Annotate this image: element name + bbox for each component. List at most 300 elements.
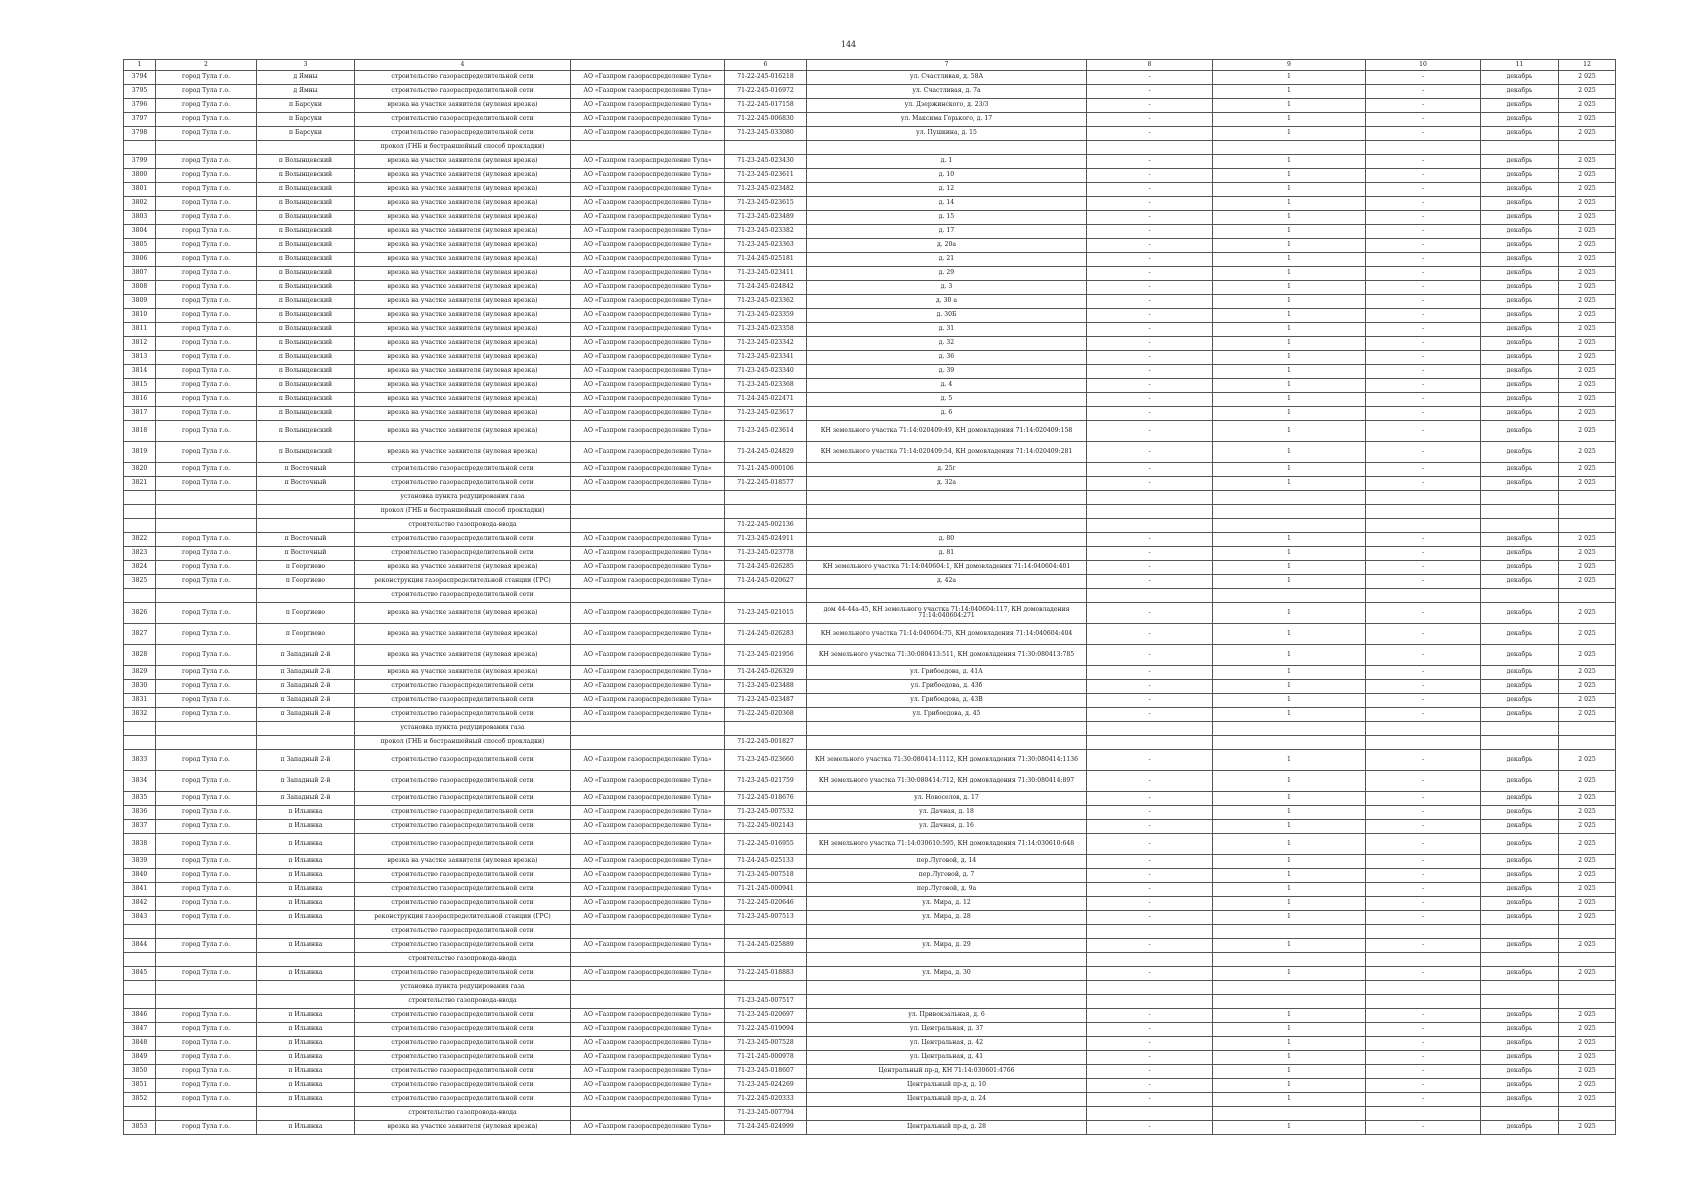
city-cell: город Тула г.о. — [156, 575, 257, 589]
registry-code-cell: 71-22-245-002143 — [725, 820, 807, 834]
empty-cell — [1481, 736, 1559, 750]
sub-work-row — [124, 589, 1616, 603]
empty-cell — [1087, 953, 1213, 967]
empty-cell — [156, 505, 257, 519]
month-cell: декабрь — [1481, 603, 1559, 624]
month-cell: декабрь — [1481, 337, 1559, 351]
column-10-cell: - — [1366, 1121, 1481, 1135]
city-cell: город Тула г.о. — [156, 855, 257, 869]
organization-cell: АО «Газпром газораспределение Тула» — [571, 1065, 725, 1079]
row-number: 3844 — [124, 939, 156, 953]
locality-cell: п Западный 2-й — [257, 708, 355, 722]
column-8-cell: - — [1087, 379, 1213, 393]
work-type-cell: строительство газораспределительной сети — [355, 806, 571, 820]
month-cell: декабрь — [1481, 575, 1559, 589]
empty-cell — [1087, 981, 1213, 995]
column-9-cell: 1 — [1213, 463, 1366, 477]
locality-cell: п Западный 2-й — [257, 771, 355, 792]
month-cell: декабрь — [1481, 771, 1559, 792]
empty-cell — [1366, 953, 1481, 967]
address-cell: КН земельного участка 71:30:080414:712, КН домовладения 71:30:080414:897 — [807, 771, 1087, 792]
organization-cell: АО «Газпром газораспределение Тула» — [571, 1093, 725, 1107]
registry-code-cell: 71-22-245-018577 — [725, 477, 807, 491]
month-cell: декабрь — [1481, 869, 1559, 883]
locality-cell: д Ямны — [257, 71, 355, 85]
organization-cell: АО «Газпром газораспределение Тула» — [571, 694, 725, 708]
year-cell: 2 025 — [1559, 337, 1616, 351]
year-cell: 2 025 — [1559, 225, 1616, 239]
year-cell: 2 025 — [1559, 1023, 1616, 1037]
locality-cell: п Барсуки — [257, 113, 355, 127]
year-cell: 2 025 — [1559, 1079, 1616, 1093]
column-8-cell: - — [1087, 85, 1213, 99]
work-type-cell: строительство газораспределительной сети — [355, 939, 571, 953]
row-number: 3816 — [124, 393, 156, 407]
organization-cell: АО «Газпром газораспределение Тула» — [571, 253, 725, 267]
empty-cell — [1559, 722, 1616, 736]
organization-cell: АО «Газпром газораспределение Тула» — [571, 1051, 725, 1065]
locality-cell: п Восточный — [257, 477, 355, 491]
month-cell: декабрь — [1481, 71, 1559, 85]
month-cell: декабрь — [1481, 421, 1559, 442]
registry-code-cell — [725, 491, 807, 505]
locality-cell: п Западный 2-й — [257, 694, 355, 708]
registry-code-cell: 71-24-245-026283 — [725, 624, 807, 645]
table-row — [124, 624, 1616, 645]
empty-cell — [1366, 981, 1481, 995]
empty-cell — [1087, 141, 1213, 155]
organization-cell: АО «Газпром газораспределение Тула» — [571, 365, 725, 379]
column-9-cell: 1 — [1213, 351, 1366, 365]
empty-cell — [1366, 736, 1481, 750]
row-number: 3799 — [124, 155, 156, 169]
address-cell: ул. Счастливая, д. 58А — [807, 71, 1087, 85]
locality-cell: п Ильинка — [257, 1079, 355, 1093]
table-row — [124, 85, 1616, 99]
empty-cell — [1481, 589, 1559, 603]
empty-cell — [571, 505, 725, 519]
column-10-cell: - — [1366, 71, 1481, 85]
table-row — [124, 351, 1616, 365]
work-type-cell: строительство газораспределительной сети — [355, 750, 571, 771]
row-number: 3805 — [124, 239, 156, 253]
registry-code-cell: 71-23-245-023359 — [725, 309, 807, 323]
month-cell: декабрь — [1481, 624, 1559, 645]
table-row — [124, 113, 1616, 127]
column-9-cell: 1 — [1213, 225, 1366, 239]
city-cell: город Тула г.о. — [156, 477, 257, 491]
city-cell: город Тула г.о. — [156, 421, 257, 442]
registry-code-cell: 71-24-245-025133 — [725, 855, 807, 869]
month-cell: декабрь — [1481, 225, 1559, 239]
city-cell: город Тула г.о. — [156, 169, 257, 183]
empty-cell — [1366, 1107, 1481, 1121]
address-cell: ул. Мира, д. 12 — [807, 897, 1087, 911]
column-9-cell: 1 — [1213, 1093, 1366, 1107]
year-cell: 2 025 — [1559, 253, 1616, 267]
organization-cell: АО «Газпром газораспределение Тула» — [571, 806, 725, 820]
column-9-cell: 1 — [1213, 71, 1366, 85]
city-cell: город Тула г.о. — [156, 680, 257, 694]
column-9-cell: 1 — [1213, 666, 1366, 680]
year-cell: 2 025 — [1559, 533, 1616, 547]
registry-code-cell: 71-23-245-007532 — [725, 806, 807, 820]
column-8-cell: - — [1087, 337, 1213, 351]
locality-cell: п Ильинка — [257, 897, 355, 911]
work-type-cell: строительство газораспределительной сети — [355, 547, 571, 561]
year-cell: 2 025 — [1559, 407, 1616, 421]
column-9-cell: 1 — [1213, 533, 1366, 547]
organization-cell: АО «Газпром газораспределение Тула» — [571, 680, 725, 694]
empty-cell — [1481, 491, 1559, 505]
column-10-cell: - — [1366, 806, 1481, 820]
column-9-cell: 1 — [1213, 1051, 1366, 1065]
empty-cell — [257, 981, 355, 995]
empty-cell — [571, 491, 725, 505]
work-type-cell: строительство газораспределительной сети — [355, 1065, 571, 1079]
row-number: 3834 — [124, 771, 156, 792]
registry-code-cell: 71-23-245-023368 — [725, 379, 807, 393]
registry-code-cell: 71-23-245-023482 — [725, 183, 807, 197]
month-cell: декабрь — [1481, 351, 1559, 365]
address-cell: КН земельного участка 71:14:020409:54, КН домовладения 71:14:020409:281 — [807, 442, 1087, 463]
empty-cell — [257, 1107, 355, 1121]
registry-code-cell: 71-21-245-000978 — [725, 1051, 807, 1065]
work-type-cell: врезка на участке заявителя (нулевая врезка) — [355, 624, 571, 645]
year-cell: 2 025 — [1559, 603, 1616, 624]
work-type-cell: врезка на участке заявителя (нулевая врезка) — [355, 666, 571, 680]
locality-cell: п Волынцевский — [257, 267, 355, 281]
city-cell: город Тула г.о. — [156, 407, 257, 421]
work-type-cell: строительство газораспределительной сети — [355, 1051, 571, 1065]
sub-work-row — [124, 981, 1616, 995]
locality-cell: п Волынцевский — [257, 295, 355, 309]
column-10-cell: - — [1366, 113, 1481, 127]
empty-cell — [1087, 995, 1213, 1009]
work-type-cell: установка пункта редуцирования газа — [355, 722, 571, 736]
column-10-cell: - — [1366, 855, 1481, 869]
work-type-cell: строительство газораспределительной сети — [355, 1023, 571, 1037]
registry-code-cell: 71-24-245-024829 — [725, 442, 807, 463]
month-cell: декабрь — [1481, 666, 1559, 680]
locality-cell: п Барсуки — [257, 99, 355, 113]
column-9-cell: 1 — [1213, 897, 1366, 911]
empty-cell — [257, 589, 355, 603]
registry-code-cell: 71-23-245-023382 — [725, 225, 807, 239]
locality-cell: п Волынцевский — [257, 442, 355, 463]
registry-code-cell: 71-22-245-006830 — [725, 113, 807, 127]
work-type-cell: строительство газопровода-ввода — [355, 953, 571, 967]
table-row — [124, 295, 1616, 309]
sub-work-row — [124, 141, 1616, 155]
city-cell: город Тула г.о. — [156, 1051, 257, 1065]
column-10-cell: - — [1366, 1009, 1481, 1023]
city-cell: город Тула г.о. — [156, 365, 257, 379]
empty-cell — [257, 519, 355, 533]
city-cell: город Тула г.о. — [156, 869, 257, 883]
column-9-cell: 1 — [1213, 393, 1366, 407]
locality-cell: п Западный 2-й — [257, 680, 355, 694]
work-type-cell: строительство газораспределительной сети — [355, 463, 571, 477]
locality-cell: д Ямны — [257, 85, 355, 99]
city-cell: город Тула г.о. — [156, 939, 257, 953]
empty-cell — [1481, 519, 1559, 533]
year-cell: 2 025 — [1559, 85, 1616, 99]
column-8-cell: - — [1087, 603, 1213, 624]
column-8-cell: - — [1087, 155, 1213, 169]
locality-cell: п Восточный — [257, 547, 355, 561]
row-number: 3807 — [124, 267, 156, 281]
locality-cell: п Западный 2-й — [257, 792, 355, 806]
column-10-cell: - — [1366, 820, 1481, 834]
year-cell: 2 025 — [1559, 855, 1616, 869]
organization-cell: АО «Газпром газораспределение Тула» — [571, 113, 725, 127]
empty-cell — [1559, 925, 1616, 939]
year-cell: 2 025 — [1559, 379, 1616, 393]
empty-cell — [1366, 589, 1481, 603]
column-9-cell: 1 — [1213, 113, 1366, 127]
column-8-cell: - — [1087, 561, 1213, 575]
column-10-cell: - — [1366, 624, 1481, 645]
column-8-cell: - — [1087, 680, 1213, 694]
month-cell: декабрь — [1481, 911, 1559, 925]
organization-cell: АО «Газпром газораспределение Тула» — [571, 281, 725, 295]
empty-cell — [571, 981, 725, 995]
locality-cell: п Ильинка — [257, 869, 355, 883]
empty-cell — [1559, 995, 1616, 1009]
organization-cell: АО «Газпром газораспределение Тула» — [571, 127, 725, 141]
city-cell: город Тула г.о. — [156, 463, 257, 477]
registry-code-cell: 71-22-245-016955 — [725, 834, 807, 855]
empty-cell — [1366, 995, 1481, 1009]
empty-cell — [124, 736, 156, 750]
column-10-cell: - — [1366, 281, 1481, 295]
month-cell: декабрь — [1481, 393, 1559, 407]
column-8-cell: - — [1087, 897, 1213, 911]
address-cell: пер.Луговой, д. 14 — [807, 855, 1087, 869]
year-cell: 2 025 — [1559, 750, 1616, 771]
address-cell: д. 20а — [807, 239, 1087, 253]
empty-cell — [1213, 1107, 1366, 1121]
registry-code-cell: 71-24-245-020627 — [725, 575, 807, 589]
row-number: 3845 — [124, 967, 156, 981]
sub-work-row — [124, 491, 1616, 505]
month-cell: декабрь — [1481, 1051, 1559, 1065]
empty-cell — [1559, 1107, 1616, 1121]
address-cell: д. 3 — [807, 281, 1087, 295]
organization-cell: АО «Газпром газораспределение Тула» — [571, 897, 725, 911]
column-8-cell: - — [1087, 99, 1213, 113]
sub-work-row — [124, 925, 1616, 939]
column-10-cell: - — [1366, 155, 1481, 169]
organization-cell: АО «Газпром газораспределение Тула» — [571, 533, 725, 547]
column-10-cell: - — [1366, 1051, 1481, 1065]
row-number: 3797 — [124, 113, 156, 127]
locality-cell: п Ильинка — [257, 1121, 355, 1135]
column-9-cell: 1 — [1213, 85, 1366, 99]
row-number: 3815 — [124, 379, 156, 393]
address-cell: КН земельного участка 71:14:040604:1, КН домовладения 71:14:040604:401 — [807, 561, 1087, 575]
table-row — [124, 309, 1616, 323]
month-cell: декабрь — [1481, 533, 1559, 547]
column-9-cell: 1 — [1213, 750, 1366, 771]
year-cell: 2 025 — [1559, 309, 1616, 323]
empty-cell — [156, 995, 257, 1009]
empty-cell — [124, 1107, 156, 1121]
registry-code-cell: 71-24-245-026285 — [725, 561, 807, 575]
column-9-cell: 1 — [1213, 1009, 1366, 1023]
empty-cell — [1087, 722, 1213, 736]
year-cell: 2 025 — [1559, 575, 1616, 589]
sub-work-row — [124, 505, 1616, 519]
table-row — [124, 463, 1616, 477]
work-type-cell: врезка на участке заявителя (нулевая врезка) — [355, 155, 571, 169]
month-cell: декабрь — [1481, 806, 1559, 820]
work-type-cell: врезка на участке заявителя (нулевая врезка) — [355, 281, 571, 295]
registry-code-cell: 71-23-245-023340 — [725, 365, 807, 379]
column-9-cell: 1 — [1213, 603, 1366, 624]
address-cell: ул. Грибоедова, д. 43б — [807, 680, 1087, 694]
locality-cell: п Ильинка — [257, 820, 355, 834]
column-header: 11 — [1481, 60, 1559, 71]
column-9-cell: 1 — [1213, 1121, 1366, 1135]
row-number: 3829 — [124, 666, 156, 680]
table-row — [124, 281, 1616, 295]
month-cell: декабрь — [1481, 281, 1559, 295]
column-9-cell: 1 — [1213, 365, 1366, 379]
month-cell: декабрь — [1481, 169, 1559, 183]
year-cell: 2 025 — [1559, 1065, 1616, 1079]
row-number: 3822 — [124, 533, 156, 547]
table-row — [124, 939, 1616, 953]
row-number: 3821 — [124, 477, 156, 491]
locality-cell: п Георгиево — [257, 575, 355, 589]
empty-cell — [571, 589, 725, 603]
column-9-cell: 1 — [1213, 239, 1366, 253]
empty-cell — [1087, 736, 1213, 750]
work-type-cell: строительство газораспределительной сети — [355, 589, 571, 603]
table-row — [124, 421, 1616, 442]
locality-cell: п Волынцевский — [257, 309, 355, 323]
column-10-cell: - — [1366, 197, 1481, 211]
year-cell: 2 025 — [1559, 792, 1616, 806]
row-number: 3809 — [124, 295, 156, 309]
organization-cell: АО «Газпром газораспределение Тула» — [571, 645, 725, 666]
year-cell: 2 025 — [1559, 666, 1616, 680]
column-header — [571, 60, 725, 71]
registry-code-cell: 71-23-245-023611 — [725, 169, 807, 183]
column-8-cell: - — [1087, 295, 1213, 309]
locality-cell: п Ильинка — [257, 1093, 355, 1107]
address-cell: КН земельного участка 71:14:020409:49, КН домовладения 71:14:020409:158 — [807, 421, 1087, 442]
empty-cell — [156, 519, 257, 533]
organization-cell: АО «Газпром газораспределение Тула» — [571, 239, 725, 253]
registry-code-cell: 71-23-245-007517 — [725, 995, 807, 1009]
empty-cell — [807, 141, 1087, 155]
column-10-cell: - — [1366, 869, 1481, 883]
registry-code-cell — [725, 589, 807, 603]
row-number: 3810 — [124, 309, 156, 323]
registry-code-cell: 71-23-245-023617 — [725, 407, 807, 421]
address-cell: ул. Дачная, д. 16 — [807, 820, 1087, 834]
locality-cell: п Западный 2-й — [257, 645, 355, 666]
empty-cell — [1213, 505, 1366, 519]
column-8-cell: - — [1087, 1079, 1213, 1093]
registry-code-cell: 71-22-245-001827 — [725, 736, 807, 750]
city-cell: город Тула г.о. — [156, 309, 257, 323]
column-8-cell: - — [1087, 127, 1213, 141]
organization-cell: АО «Газпром газораспределение Тула» — [571, 197, 725, 211]
work-type-cell: врезка на участке заявителя (нулевая врезка) — [355, 309, 571, 323]
column-9-cell: 1 — [1213, 869, 1366, 883]
year-cell: 2 025 — [1559, 967, 1616, 981]
city-cell: город Тула г.о. — [156, 1093, 257, 1107]
empty-cell — [1481, 953, 1559, 967]
column-10-cell: - — [1366, 603, 1481, 624]
column-header: 1 — [124, 60, 156, 71]
city-cell: город Тула г.о. — [156, 267, 257, 281]
column-10-cell: - — [1366, 911, 1481, 925]
organization-cell: АО «Газпром газораспределение Тула» — [571, 295, 725, 309]
column-10-cell: - — [1366, 939, 1481, 953]
empty-cell — [1366, 722, 1481, 736]
table-row — [124, 477, 1616, 491]
organization-cell: АО «Газпром газораспределение Тула» — [571, 666, 725, 680]
table-row — [124, 645, 1616, 666]
address-cell: д. 31 — [807, 323, 1087, 337]
registry-code-cell: 71-23-245-018607 — [725, 1065, 807, 1079]
year-cell: 2 025 — [1559, 281, 1616, 295]
work-type-cell: строительство газораспределительной сети — [355, 71, 571, 85]
locality-cell: п Волынцевский — [257, 169, 355, 183]
column-8-cell: - — [1087, 806, 1213, 820]
year-cell: 2 025 — [1559, 547, 1616, 561]
column-10-cell: - — [1366, 967, 1481, 981]
locality-cell: п Ильинка — [257, 1051, 355, 1065]
column-8-cell: - — [1087, 645, 1213, 666]
registry-code-cell: 71-23-245-024269 — [725, 1079, 807, 1093]
work-type-cell: врезка на участке заявителя (нулевая врезка) — [355, 337, 571, 351]
column-8-cell: - — [1087, 1065, 1213, 1079]
city-cell: город Тула г.о. — [156, 253, 257, 267]
column-10-cell: - — [1366, 834, 1481, 855]
year-cell: 2 025 — [1559, 197, 1616, 211]
row-number: 3817 — [124, 407, 156, 421]
work-type-cell: строительство газопровода-ввода — [355, 519, 571, 533]
work-type-cell: врезка на участке заявителя (нулевая врезка) — [355, 603, 571, 624]
column-10-cell: - — [1366, 85, 1481, 99]
column-10-cell: - — [1366, 127, 1481, 141]
row-number: 3818 — [124, 421, 156, 442]
table-row — [124, 820, 1616, 834]
row-number: 3811 — [124, 323, 156, 337]
address-cell: д. 25г — [807, 463, 1087, 477]
city-cell: город Тула г.о. — [156, 624, 257, 645]
registry-code-cell: 71-23-245-023342 — [725, 337, 807, 351]
address-cell: д. 32а — [807, 477, 1087, 491]
table-row — [124, 1065, 1616, 1079]
locality-cell: п Георгиево — [257, 624, 355, 645]
month-cell: декабрь — [1481, 939, 1559, 953]
organization-cell: АО «Газпром газораспределение Тула» — [571, 407, 725, 421]
month-cell: декабрь — [1481, 834, 1559, 855]
empty-cell — [807, 981, 1087, 995]
month-cell: декабрь — [1481, 1037, 1559, 1051]
empty-cell — [124, 589, 156, 603]
work-type-cell: врезка на участке заявителя (нулевая врезка) — [355, 379, 571, 393]
locality-cell: п Волынцевский — [257, 211, 355, 225]
address-cell: д. 21 — [807, 253, 1087, 267]
